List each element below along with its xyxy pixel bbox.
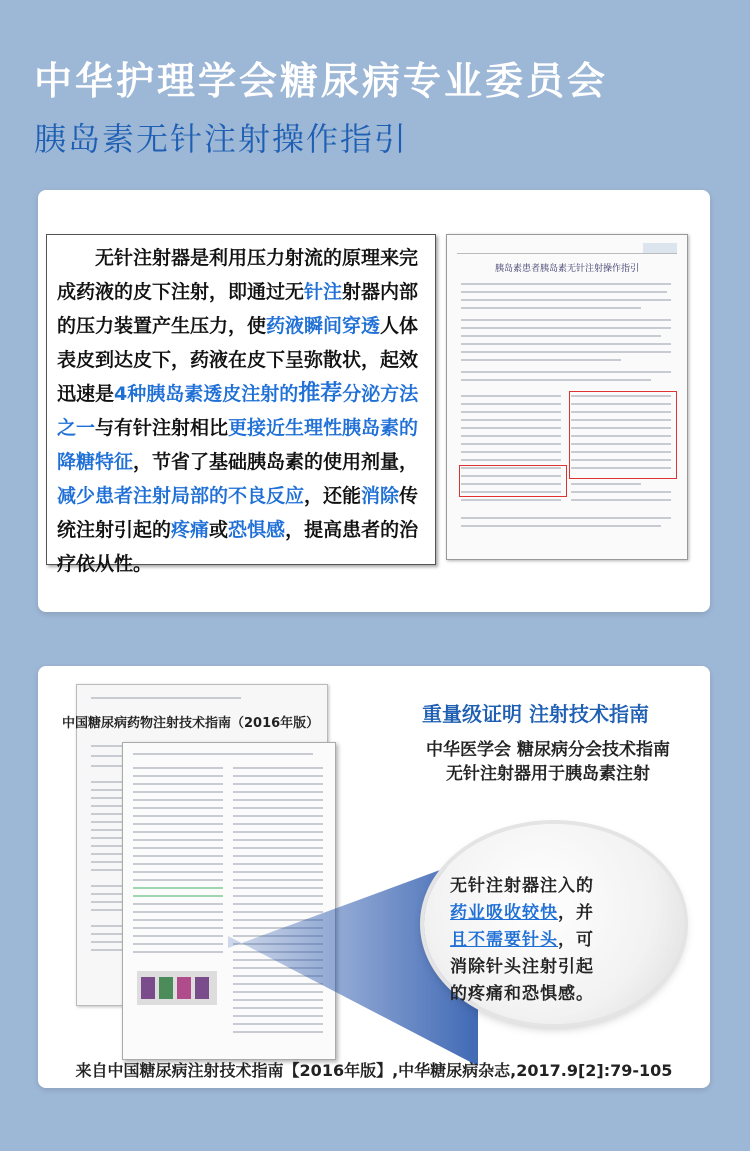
text-span: ，并 [558,903,594,923]
doc-text-line [133,863,223,865]
doc-text-line [133,871,223,873]
guideline-document-thumbnail [446,234,688,560]
highlight-span: 分泌方法 [342,383,419,405]
text-line [57,309,425,343]
doc-text-line [133,839,223,841]
text-span: 成药液的皮下注射，即通过无 [57,281,305,303]
doc-text-line [571,491,671,493]
doc-text-line [571,483,641,485]
callout-text [450,873,650,1008]
doc-text-line [461,443,561,445]
text-span: ，提高患者的治 [285,519,419,541]
doc-text-line [133,911,223,913]
doc-figure [137,971,217,1005]
highlight-span: 针注 [304,281,343,303]
description-text-box [46,234,436,575]
highlight-span: 恐惧感 [228,519,286,541]
doc-text-line [461,327,671,329]
doc-text-line [133,753,313,755]
text-span: 迅速是 [57,383,115,405]
doc-text-line [571,499,671,501]
text-line [57,275,425,309]
text-line [57,547,425,581]
doc-text-line [133,791,223,793]
doc-text-line [461,459,561,461]
doc-text-line [133,799,223,801]
highlight-span: 药业吸收较快 [450,903,558,923]
text-line [57,479,425,513]
text-span: 统注射引起的 [57,519,172,541]
doc-text-line [133,775,223,777]
doc-text-line [133,767,223,769]
subheading-line: 无针注射器用于胰岛素注射 [446,764,650,784]
doc-text-line [461,351,671,353]
doc-text-line [461,283,671,285]
highlight-span: 之一 [57,417,96,439]
figure-bar [141,977,155,999]
callout-line [450,981,650,1008]
text-line [57,513,425,547]
doc-text-line [233,799,323,801]
highlight-span: 降糖特征 [57,451,134,473]
source-citation: 来自中国糖尿病注射技术指南【2016年版】,中华糖尿病杂志,2017.9[2]:79-105 [75,1061,673,1080]
text-span: 的压力装置产生压力，使 [57,315,267,337]
doc-text-line [461,419,561,421]
doc-text-line [233,839,323,841]
doc-text-line [461,307,641,309]
doc-text-line [133,815,223,817]
text-line [57,411,425,445]
intro-panel [38,190,710,612]
doc-text-line [461,359,621,361]
highlight-span: 推荐 [298,381,343,406]
doc-text-line [133,943,223,945]
doc-text-line [461,335,661,337]
doc-text-line [133,847,223,849]
text-span: ，节省了基础胰岛素的使用剂量， [133,451,419,473]
doc-highlight-box [569,391,677,479]
doc-highlighted-line [133,895,223,897]
doc-text-line [461,395,561,397]
doc-text-line [233,783,323,785]
highlight-span: 4种胰岛素透皮注射的 [114,383,299,405]
text-span: 无针注射器是利用压力射流的原理来完 [95,247,419,269]
doc-text-line [461,343,671,345]
doc-text-line [461,299,671,301]
doc-text-line [133,855,223,857]
doc-text-line [461,403,561,405]
doc-text-line [461,499,561,501]
highlight-span: 疼痛 [171,519,210,541]
highlight-span: 药液瞬间穿透 [266,315,381,337]
doc-text-line [461,379,651,381]
text-span: 的疼痛和恐惧感。 [450,984,594,1004]
doc-header-tag [643,243,677,253]
doc-text-line [233,807,323,809]
text-line [57,445,425,479]
text-span: 疗依从性。 [57,553,153,575]
highlight-span: 且不需要针头 [450,930,558,950]
callout-line [450,927,650,954]
doc-text-line [133,919,223,921]
doc-text-line [233,823,323,825]
guideline-document-title: 中国糖尿病药物注射技术指南（2016年版） [62,716,320,731]
evidence-panel [38,666,710,1088]
callout-line [450,954,650,981]
figure-bar [195,977,209,999]
text-span: 或 [209,519,229,541]
doc-text-line [461,517,671,519]
doc-text-line [461,371,671,373]
doc-text-line [133,903,223,905]
doc-text-line [233,775,323,777]
text-line [57,241,425,275]
doc-text-line [233,767,323,769]
text-span: 传 [399,485,419,507]
doc-text-line [91,697,241,699]
doc-text-line [461,451,561,453]
text-span: 消除针头注射引起 [450,957,594,977]
text-line [57,343,425,377]
subheading-line: 中华医学会 糖尿病分会技术指南 [426,740,670,760]
text-span: 与有针注射相比 [95,417,229,439]
doc-text-line [133,783,223,785]
page-subtitle: 胰岛素无针注射操作指引 [34,120,409,158]
doc-text-line [233,791,323,793]
doc-text-line [233,815,323,817]
doc-text-line [133,879,223,881]
text-line [57,377,425,411]
doc-highlight-box [459,465,567,497]
text-span: 无针注射器注入的 [450,876,594,896]
doc-text-line [233,831,323,833]
doc-text-line [461,435,561,437]
doc-text-line [133,823,223,825]
doc-text-line [461,291,667,293]
figure-bar [159,977,173,999]
text-span: ，可 [558,930,594,950]
doc-text-line [461,427,561,429]
doc-text-line [461,319,671,321]
text-span: 表皮到达皮下，药液在皮下呈弥散状，起效 [57,349,419,371]
doc-text-line [133,927,223,929]
evidence-subheading [398,738,698,786]
doc-text-line [461,411,561,413]
highlight-span: 更接近生理性胰岛素的 [228,417,419,439]
figure-bar [177,977,191,999]
highlight-span: 减少患者注射局部的不良反应 [57,485,305,507]
doc-text-line [461,525,661,527]
text-span: 人体 [380,315,419,337]
doc-title: 胰岛素患者胰岛素无针注射操作指引 [494,264,639,274]
doc-text-line [133,935,223,937]
doc-text-line [133,807,223,809]
doc-highlighted-line [133,887,223,889]
doc-text-line [133,951,223,953]
page-title: 中华护理学会糖尿病专业委员会 [34,59,609,103]
highlight-span: 消除 [361,485,400,507]
evidence-heading: 重量级证明 注射技术指南 [422,702,649,726]
callout-line [450,873,650,900]
text-span: 射器内部 [342,281,419,303]
callout-line [450,900,650,927]
doc-text-line [133,831,223,833]
text-span: ，还能 [304,485,362,507]
